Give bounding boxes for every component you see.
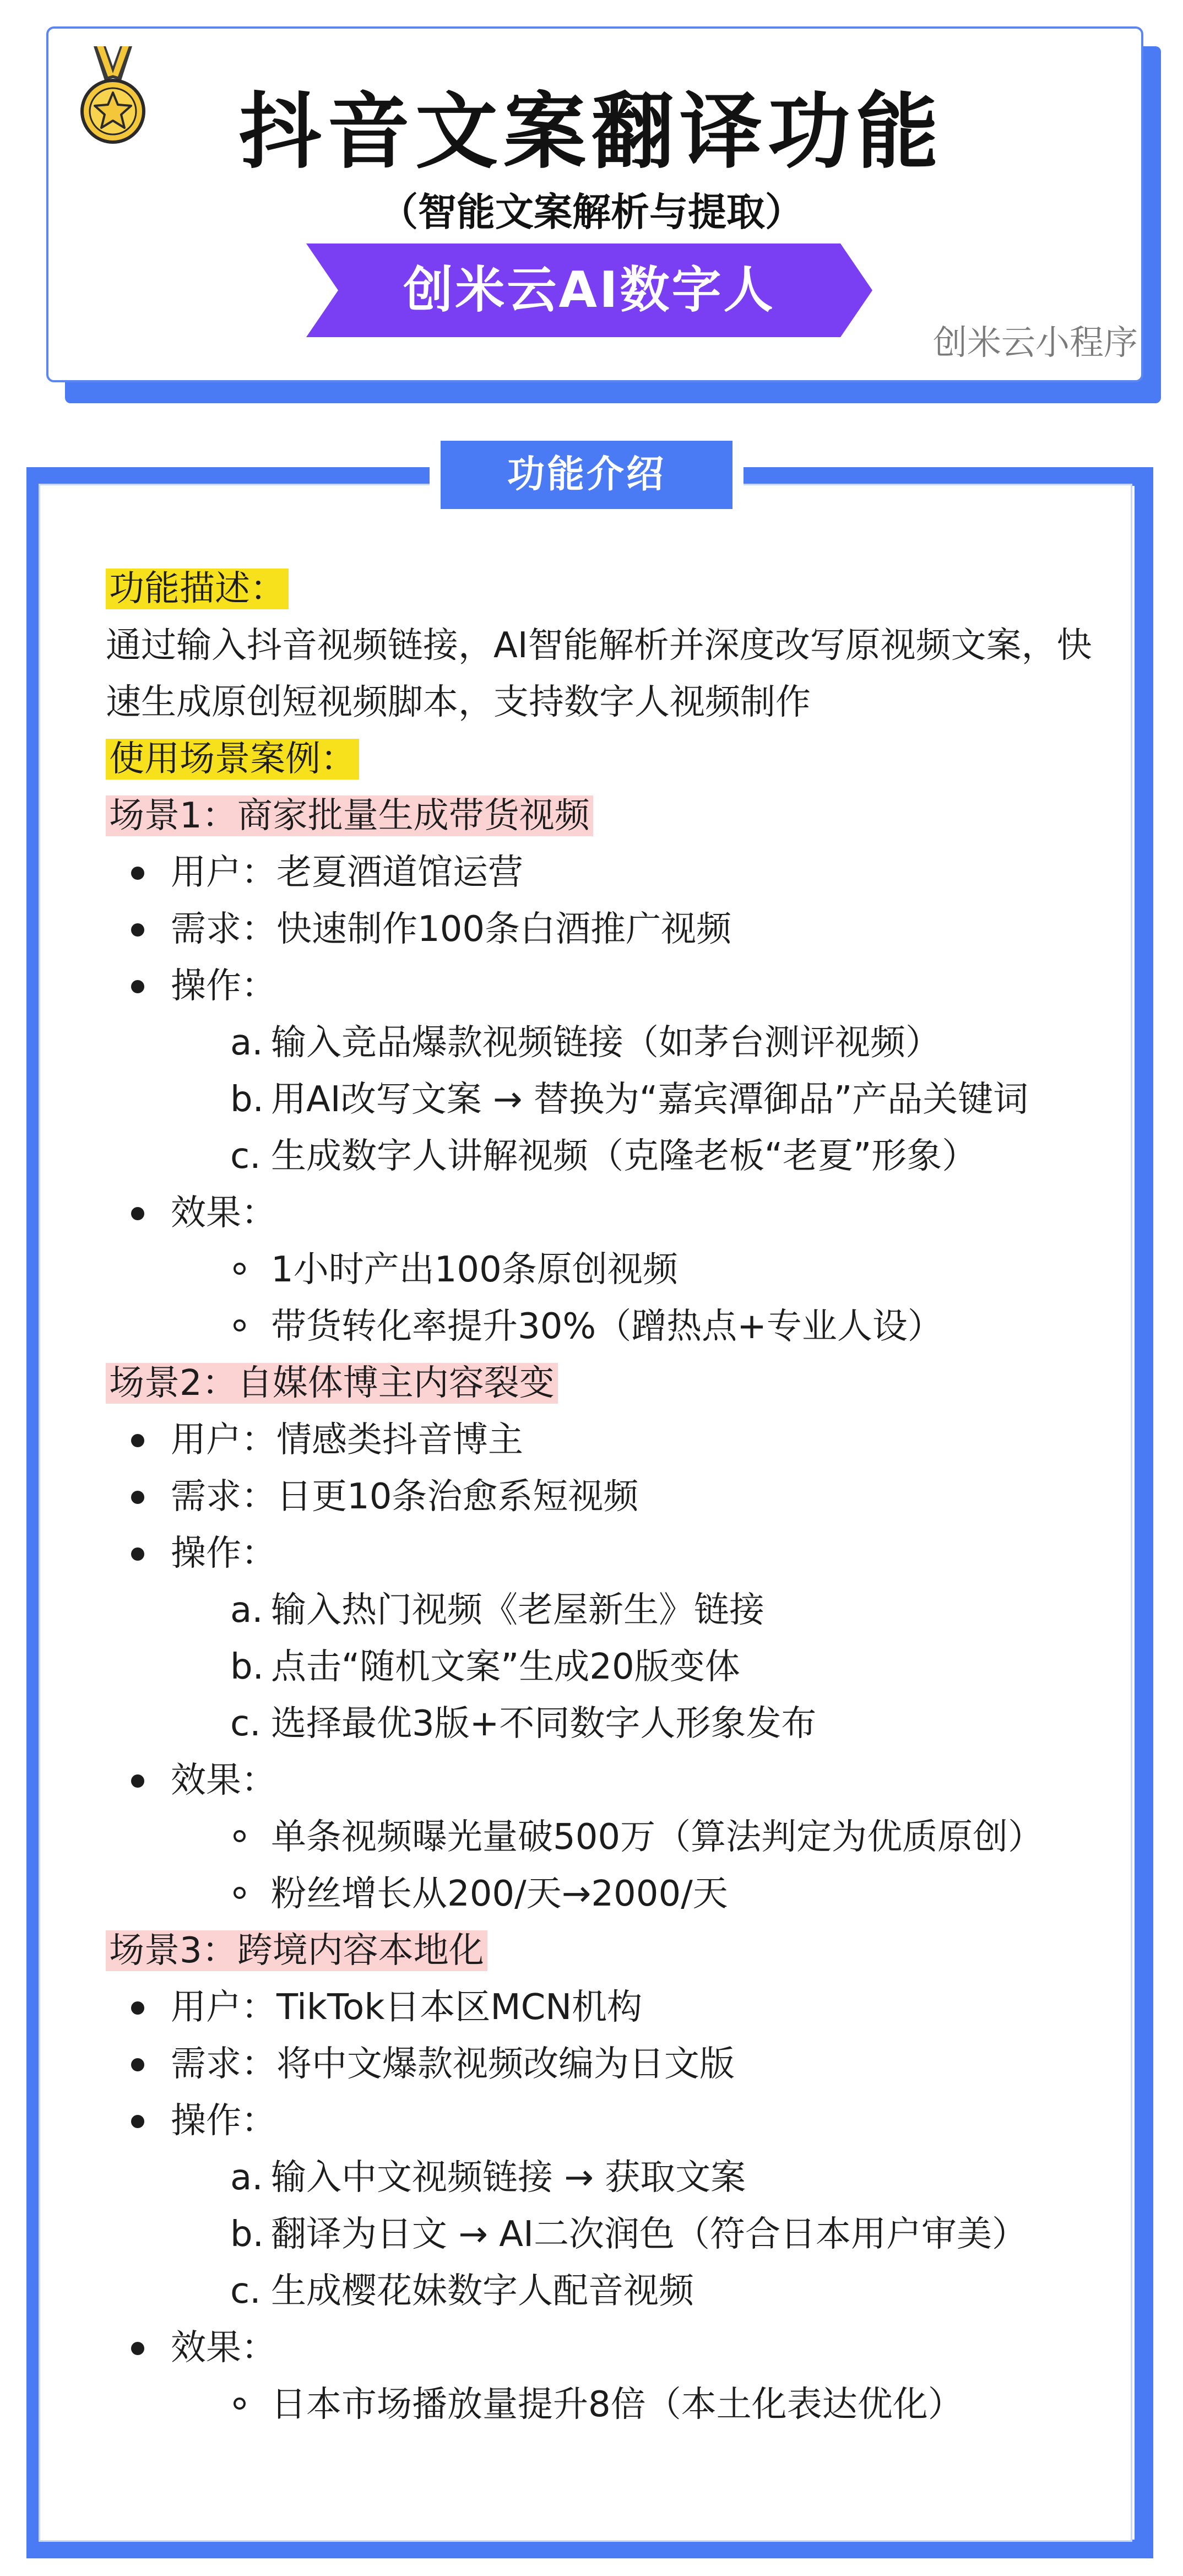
op-item	[106, 1128, 1097, 1185]
scenario-user: 用户：TikTok日本区MCN机构	[106, 1979, 1097, 2036]
op-mark: c.	[230, 2271, 261, 2312]
effect-item: 单条视频曝光量破500万（算法判定为优质原创）	[106, 1809, 1097, 1866]
op-item	[106, 1071, 1097, 1128]
ribbon-label: 创米云AI数字人	[403, 261, 775, 319]
scenario-title: 场景3：跨境内容本地化	[106, 1930, 487, 1971]
section-tab: 功能介绍	[441, 441, 732, 509]
scenario-need: 需求：将中文爆款视频改编为日文版	[106, 2036, 1097, 2093]
page-subtitle: （智能文案解析与提取）	[379, 190, 804, 235]
op-text: 输入中文视频链接 → 获取文案	[271, 2157, 746, 2198]
effect-item: 1小时产出100条原创视频	[106, 1242, 1097, 1298]
scenario-ops-label: 操作：	[106, 2093, 1097, 2150]
op-text: 输入热门视频《老屋新生》链接	[271, 1590, 764, 1631]
effect-item: 日本市场播放量提升8倍（本土化表达优化）	[106, 2377, 1097, 2433]
op-mark: b.	[230, 1079, 264, 1120]
effect-item: 带货转化率提升30%（蹭热点+专业人设）	[106, 1298, 1097, 1355]
source-label: 创米云小程序	[932, 322, 1138, 362]
scenario-user: 用户：情感类抖音博主	[106, 1412, 1097, 1469]
page-title: 抖音文案翻译功能	[238, 84, 944, 180]
scenario-ops-label: 操作：	[106, 1525, 1097, 1582]
op-text: 选择最优3版+不同数字人形象发布	[271, 1703, 817, 1744]
description-label: 功能描述：	[106, 569, 289, 609]
scenario-ops-label: 操作：	[106, 958, 1097, 1015]
scenario-need: 需求：日更10条治愈系短视频	[106, 1469, 1097, 1525]
cases-label: 使用场景案例：	[106, 739, 359, 780]
op-item	[106, 1696, 1097, 1752]
description-text: 通过输入抖音视频链接，AI智能解析并深度改写原视频文案，快速生成原创短视频脚本，支持数字人视频制作	[106, 625, 1092, 723]
op-text: 生成樱花妹数字人配音视频	[271, 2271, 694, 2312]
op-text: 用AI改写文案 → 替换为“嘉宾潭御品”产品关键词	[271, 1079, 1029, 1120]
op-mark: a.	[230, 1022, 263, 1063]
section-body	[106, 561, 1097, 2433]
op-text: 生成数字人讲解视频（克隆老板“老夏”形象）	[271, 1136, 978, 1177]
op-mark: b.	[230, 2214, 264, 2255]
op-item	[106, 1639, 1097, 1696]
op-item	[106, 1015, 1097, 1071]
op-text: 点击“随机文案”生成20版变体	[271, 1647, 740, 1687]
scenario-title: 场景2：自媒体博主内容裂变	[106, 1363, 558, 1404]
op-mark: c.	[230, 1136, 261, 1177]
scenario-effects-label: 效果：	[106, 1185, 1097, 1242]
op-mark: c.	[230, 1703, 261, 1744]
scenario-need: 需求：快速制作100条白酒推广视频	[106, 901, 1097, 958]
op-item	[106, 2263, 1097, 2320]
scenario-user: 用户：老夏酒道馆运营	[106, 845, 1097, 901]
op-item	[106, 1582, 1097, 1639]
scenario-effects-label: 效果：	[106, 1752, 1097, 1809]
op-item	[106, 2150, 1097, 2206]
op-text: 翻译为日文 → AI二次润色（符合日本用户审美）	[271, 2214, 1027, 2255]
op-item	[106, 2206, 1097, 2263]
scenario-effects-label: 效果：	[106, 2320, 1097, 2377]
scenario-title: 场景1：商家批量生成带货视频	[106, 795, 593, 836]
effect-item: 粉丝增长从200/天→2000/天	[106, 1866, 1097, 1923]
op-mark: a.	[230, 2157, 263, 2198]
op-text: 输入竞品爆款视频链接（如茅台测评视频）	[271, 1022, 941, 1063]
op-mark: a.	[230, 1590, 263, 1631]
op-mark: b.	[230, 1647, 264, 1687]
